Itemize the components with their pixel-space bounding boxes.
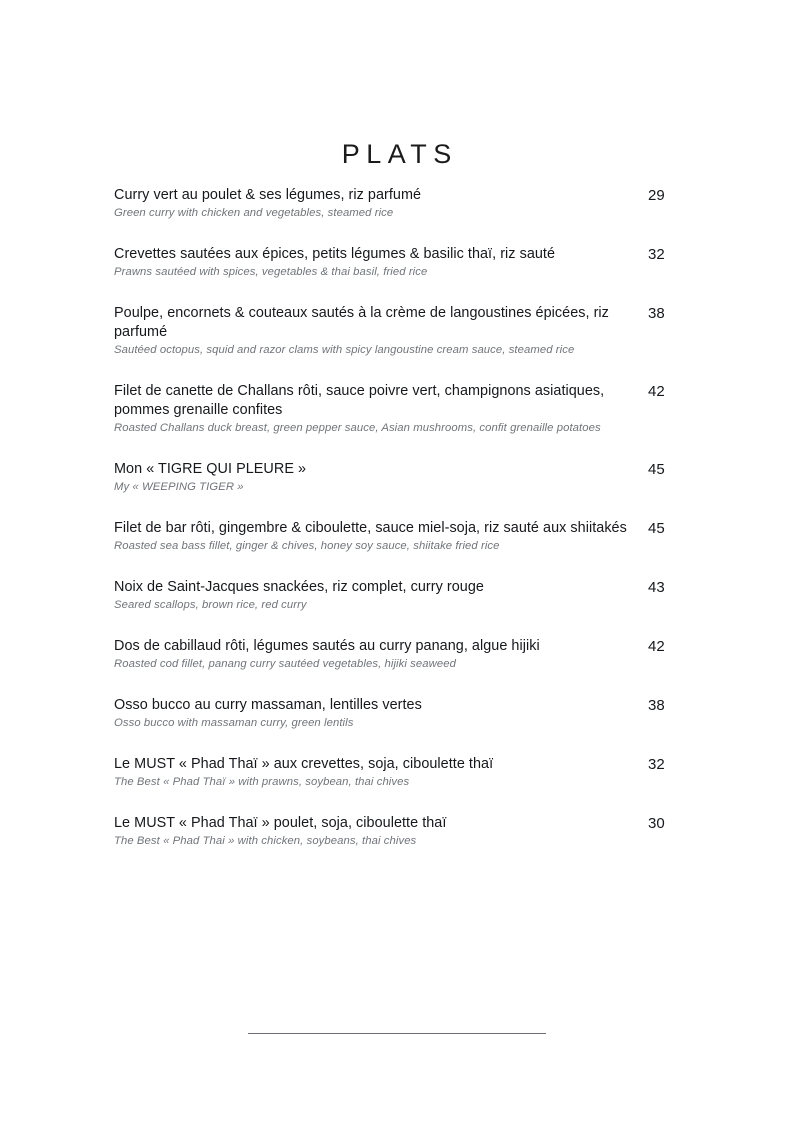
menu-item-name: Crevettes sautées aux épices, petits légumes & basilic thaï, riz sauté: [114, 246, 556, 262]
menu-item: [114, 519, 680, 554]
menu-item: [114, 245, 680, 280]
menu-item-price: 45: [648, 461, 665, 478]
menu-item-header: [114, 696, 680, 715]
menu-item-description: Prawns sautéed with spices, vegetables & thai basil, fried rice: [114, 266, 428, 278]
menu-item-price: 42: [648, 383, 665, 400]
menu-item-description: Osso bucco with massaman curry, green lentils: [114, 717, 354, 729]
menu-item-header: [114, 519, 680, 538]
menu-item-name: Poulpe, encornets & couteaux sautés à la crème de langoustines épicées, riz parfumé: [114, 305, 609, 340]
menu-item-description: My « WEEPING TIGER »: [114, 481, 244, 493]
menu-item: [114, 637, 680, 672]
menu-item-price: 29: [648, 187, 665, 204]
menu-item-header: [114, 578, 680, 597]
menu-item-name: Dos de cabillaud rôti, légumes sautés au curry panang, algue hijiki: [114, 638, 540, 654]
menu-item-price: 32: [648, 246, 665, 263]
menu-item-header: [114, 245, 680, 264]
menu-item-list: [114, 186, 680, 873]
menu-item: [114, 755, 680, 790]
menu-item-description: The Best « Phad Thaï » with prawns, soybean, thai chives: [114, 776, 410, 788]
menu-item-description: Roasted sea bass fillet, ginger & chives, honey soy sauce, shiitake fried rice: [114, 540, 500, 552]
menu-item-price: 42: [648, 638, 665, 655]
menu-item: [114, 578, 680, 613]
menu-item-header: [114, 755, 680, 774]
menu-item-name: Filet de canette de Challans rôti, sauce poivre vert, champignons asiatiques, pommes grenaille confites: [114, 383, 605, 418]
menu-item-name: Curry vert au poulet & ses légumes, riz parfumé: [114, 187, 422, 203]
menu-item-name: Noix de Saint-Jacques snackées, riz complet, curry rouge: [114, 579, 484, 595]
footer-divider: [248, 1033, 546, 1034]
page-title: PLATS: [341, 139, 458, 170]
menu-item: [114, 304, 680, 358]
menu-item-header: [114, 814, 680, 833]
menu-item-name: Mon « TIGRE QUI PLEURE »: [114, 461, 307, 477]
menu-item-description: Roasted Challans duck breast, green pepper sauce, Asian mushrooms, confit grenaille potatoes: [114, 422, 601, 434]
menu-item-description: Roasted cod fillet, panang curry sautéed vegetables, hijiki seaweed: [114, 658, 456, 670]
menu-item-description: Sautéed octopus, squid and razor clams with spicy langoustine cream sauce, steamed rice: [114, 344, 575, 356]
menu-item-price: 32: [648, 756, 665, 773]
menu-item-description: Green curry with chicken and vegetables, steamed rice: [114, 207, 394, 219]
menu-item-header: [114, 382, 680, 420]
menu-item: [114, 460, 680, 495]
menu-item-header: [114, 637, 680, 656]
menu-item-name: Le MUST « Phad Thaï » aux crevettes, soja, ciboulette thaï: [114, 756, 494, 772]
menu-item-name: Osso bucco au curry massaman, lentilles vertes: [114, 697, 422, 713]
menu-item-name: Filet de bar rôti, gingembre & ciboulette, sauce miel-soja, riz sauté aux shiitakés: [114, 520, 627, 536]
menu-item: [114, 696, 680, 731]
menu-item-header: [114, 460, 680, 479]
menu-item-description: Seared scallops, brown rice, red curry: [114, 599, 307, 611]
menu-item: [114, 186, 680, 221]
menu-item-price: 38: [648, 697, 665, 714]
menu-item-price: 45: [648, 520, 665, 537]
menu-item-price: 38: [648, 305, 665, 322]
menu-item: [114, 382, 680, 436]
menu-item-name: Le MUST « Phad Thaï » poulet, soja, ciboulette thaï: [114, 815, 447, 831]
menu-item-description: The Best « Phad Thai » with chicken, soybeans, thai chives: [114, 835, 417, 847]
menu-item-header: [114, 304, 680, 342]
menu-item-price: 30: [648, 815, 665, 832]
menu-item: [114, 814, 680, 849]
menu-item-header: [114, 186, 680, 205]
menu-item-price: 43: [648, 579, 665, 596]
